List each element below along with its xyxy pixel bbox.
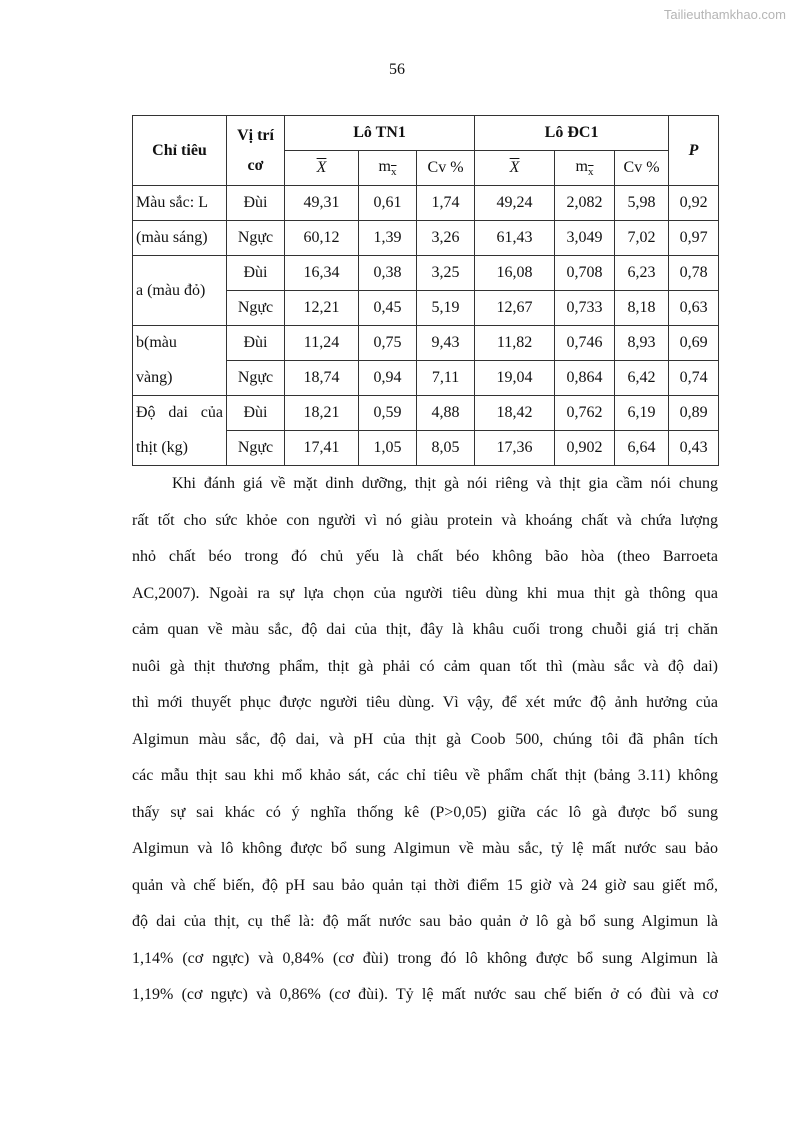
cell-tn-cv: 5,19: [417, 291, 475, 326]
cell-dc-mean: 11,82: [475, 326, 555, 361]
cell-tn-se: 0,75: [359, 326, 417, 361]
cell-tn-se: 0,61: [359, 186, 417, 221]
header-tn1-se: $m_{\overline{x}}$: [359, 151, 417, 186]
cell-position: Đùi: [227, 256, 285, 291]
cell-indicator: thịt (kg): [133, 431, 227, 466]
cell-p: 0,97: [669, 221, 719, 256]
table-header-row-1: [133, 116, 719, 151]
cell-tn-cv: 1,74: [417, 186, 475, 221]
cell-p: 0,69: [669, 326, 719, 361]
cell-indicator: (màu sáng): [133, 221, 227, 256]
cell-tn-mean: 17,41: [285, 431, 359, 466]
header-indicator: Chỉ tiêu: [133, 116, 227, 186]
table-row: [133, 396, 719, 431]
cell-dc-se: 0,864: [555, 361, 615, 396]
paragraph-line: nhỏ chất béo trong đó chủ yếu là chất béo không bão hòa (theo Barroeta: [132, 548, 718, 565]
cell-tn-se: 1,05: [359, 431, 417, 466]
table-row: [133, 256, 719, 291]
paragraph-line: Algimun và lô không được bổ sung Algimun về màu sắc, tỷ lệ mất nước sau bảo: [132, 840, 718, 857]
cell-dc-mean: 12,67: [475, 291, 555, 326]
cell-dc-mean: 18,42: [475, 396, 555, 431]
paragraph-line: độ dai của thịt, cụ thể là: độ mất nước sau bảo quản ở lô gà bổ sung Algimun là: [132, 913, 718, 930]
header-tn1-mean: $\overline{X}$: [285, 151, 359, 186]
cell-dc-cv: 5,98: [615, 186, 669, 221]
cell-dc-se: 2,082: [555, 186, 615, 221]
header-dc1-mean: $\overline{X}$: [475, 151, 555, 186]
paragraph-line: rất tốt cho sức khỏe con người vì nó giàu protein và khoáng chất và chứa lượng: [132, 511, 718, 529]
cell-dc-se: 0,708: [555, 256, 615, 291]
cell-dc-cv: 6,64: [615, 431, 669, 466]
cell-position: Ngực: [227, 221, 285, 256]
cell-p: 0,92: [669, 186, 719, 221]
cell-indicator: Màu sắc: L: [133, 186, 227, 221]
header-p: P: [669, 116, 719, 186]
cell-tn-cv: 3,26: [417, 221, 475, 256]
cell-tn-mean: 49,31: [285, 186, 359, 221]
cell-tn-cv: 4,88: [417, 396, 475, 431]
paragraph-line: Khi đánh giá về mặt dinh dưỡng, thịt gà nói riêng và thịt gia cầm nói chung: [172, 475, 718, 492]
paragraph-line: AC,2007). Ngoài ra sự lựa chọn của người tiêu dùng khi mua thịt gà thông qua: [132, 584, 718, 602]
cell-dc-se: 3,049: [555, 221, 615, 256]
body-paragraph: [132, 466, 718, 1014]
cell-dc-cv: 6,19: [615, 396, 669, 431]
header-position: [227, 116, 285, 186]
table-row: [133, 326, 719, 361]
cell-indicator: Độ dai của: [133, 396, 227, 431]
cell-dc-se: 0,902: [555, 431, 615, 466]
paragraph-line: Algimun màu sắc, độ dai, và pH của thịt gà Coob 500, chúng tôi đã phân tích: [132, 730, 718, 748]
page-number: 56: [389, 61, 405, 78]
cell-indicator: b(màu: [133, 326, 227, 361]
cell-p: 0,43: [669, 431, 719, 466]
cell-tn-mean: 11,24: [285, 326, 359, 361]
cell-position: Ngực: [227, 361, 285, 396]
cell-dc-cv: 8,93: [615, 326, 669, 361]
cell-tn-cv: 7,11: [417, 361, 475, 396]
paragraph-line: cảm quan về màu sắc, độ dai của thịt, đây là khâu cuối trong chuỗi giá trị chăn: [132, 621, 718, 638]
cell-tn-se: 1,39: [359, 221, 417, 256]
paragraph-line: nuôi gà thịt thương phẩm, thịt gà phải có cảm quan tốt thì (màu sắc và độ dai): [132, 657, 718, 675]
cell-dc-mean: 49,24: [475, 186, 555, 221]
paragraph-line: thấy sự sai khác có ý nghĩa thống kê (P>0,05) giữa các lô gà được bổ sung: [132, 803, 718, 821]
header-dc1-se: $m_{\overline{x}}$: [555, 151, 615, 186]
cell-tn-mean: 18,74: [285, 361, 359, 396]
watermark: Tailieuthamkhao.com: [663, 7, 786, 22]
cell-dc-cv: 7,02: [615, 221, 669, 256]
cell-tn-mean: 12,21: [285, 291, 359, 326]
cell-tn-se: 0,94: [359, 361, 417, 396]
header-group-dc1: Lô ĐC1: [475, 116, 669, 151]
paragraph-line: 1,19% (cơ ngực) và 0,86% (cơ đùi). Tỷ lệ mất nước sau chế biến ở có đùi và cơ: [132, 986, 718, 1003]
cell-dc-mean: 17,36: [475, 431, 555, 466]
paragraph-line: thì mới thuyết phục được người tiêu dùng. Vì vậy, để xét mức độ ảnh hưởng của: [132, 694, 718, 711]
cell-tn-mean: 60,12: [285, 221, 359, 256]
header-position-line1: Vị trí: [237, 126, 274, 144]
cell-tn-mean: 18,21: [285, 396, 359, 431]
cell-position: Ngực: [227, 431, 285, 466]
cell-tn-se: 0,38: [359, 256, 417, 291]
cell-dc-mean: 19,04: [475, 361, 555, 396]
cell-tn-cv: 8,05: [417, 431, 475, 466]
cell-dc-cv: 6,42: [615, 361, 669, 396]
paragraph-line: 1,14% (cơ ngực) và 0,84% (cơ đùi) trong đó lô không được bổ sung Algimun là: [132, 949, 718, 967]
cell-dc-se: 0,762: [555, 396, 615, 431]
cell-dc-se: 0,746: [555, 326, 615, 361]
cell-indicator: a (màu đỏ): [133, 256, 227, 326]
cell-p: 0,89: [669, 396, 719, 431]
cell-p: 0,74: [669, 361, 719, 396]
cell-tn-se: 0,45: [359, 291, 417, 326]
meat-quality-table: [132, 115, 719, 466]
cell-tn-mean: 16,34: [285, 256, 359, 291]
header-dc1-cv: Cv %: [615, 151, 669, 186]
table-row: [133, 221, 719, 256]
cell-p: 0,63: [669, 291, 719, 326]
table-row: [133, 186, 719, 221]
cell-p: 0,78: [669, 256, 719, 291]
cell-position: Đùi: [227, 186, 285, 221]
cell-tn-cv: 3,25: [417, 256, 475, 291]
cell-position: Đùi: [227, 326, 285, 361]
table-row: [133, 361, 719, 396]
cell-dc-mean: 16,08: [475, 256, 555, 291]
cell-dc-cv: 8,18: [615, 291, 669, 326]
header-group-tn1: Lô TN1: [285, 116, 475, 151]
header-position-line2: cơ: [247, 156, 264, 174]
cell-indicator: vàng): [133, 361, 227, 396]
cell-dc-cv: 6,23: [615, 256, 669, 291]
cell-dc-mean: 61,43: [475, 221, 555, 256]
paragraph-line: quản và chế biến, độ pH sau bảo quản tại thời điểm 15 giờ và 24 giờ sau giết mổ,: [132, 876, 718, 894]
cell-dc-se: 0,733: [555, 291, 615, 326]
paragraph-line: các mẫu thịt sau khi mổ khảo sát, các chỉ tiêu về phẩm chất thịt (bảng 3.11) không: [132, 767, 718, 784]
header-tn1-cv: Cv %: [417, 151, 475, 186]
cell-tn-cv: 9,43: [417, 326, 475, 361]
table-row: [133, 431, 719, 466]
cell-position: Ngực: [227, 291, 285, 326]
table-body: [133, 186, 719, 466]
cell-position: Đùi: [227, 396, 285, 431]
cell-tn-se: 0,59: [359, 396, 417, 431]
